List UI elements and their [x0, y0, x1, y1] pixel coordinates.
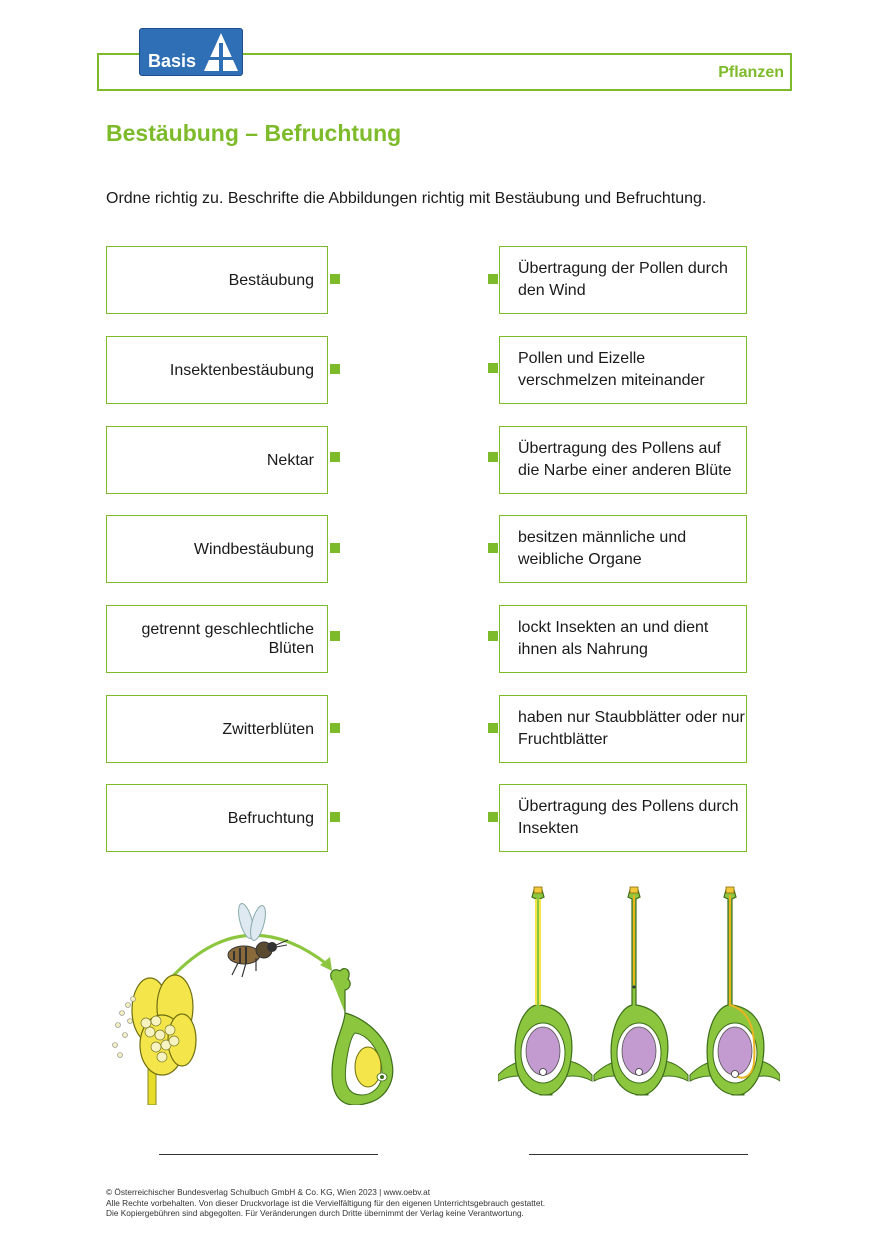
connector-dot[interactable]	[330, 723, 340, 733]
connector-dot[interactable]	[488, 812, 498, 822]
definition-label: haben nur Staubblätter oder nur Fruchtblätter	[518, 709, 745, 748]
term-label: Befruchtung	[227, 809, 314, 827]
term-label: Zwitterblüten	[222, 720, 314, 738]
page-title: Bestäubung – Befruchtung	[106, 120, 402, 146]
instruction-text: Ordne richtig zu. Beschrifte die Abbildungen richtig mit Bestäubung und Befruchtung.	[106, 190, 707, 207]
fertilization-illustration	[498, 885, 780, 1105]
definition-box[interactable]	[499, 784, 747, 852]
connector-dot[interactable]	[330, 452, 340, 462]
logo-text: Basis	[148, 51, 197, 71]
definition-label: besitzen männliche und weibliche Organe	[518, 529, 687, 568]
term-label: Nektar	[266, 451, 314, 469]
pistil-stage-1	[498, 887, 592, 1095]
term-box[interactable]	[106, 695, 328, 763]
connector-dot[interactable]	[330, 274, 340, 284]
term-box[interactable]	[106, 605, 328, 673]
term-box[interactable]	[106, 246, 328, 314]
definition-label: lockt Insekten an und dient ihnen als Nahrung	[518, 619, 709, 658]
definition-box[interactable]	[499, 695, 747, 763]
connector-dot[interactable]	[488, 631, 498, 641]
answer-line-left[interactable]	[159, 1154, 378, 1155]
term-box[interactable]	[106, 515, 328, 583]
connector-dot[interactable]	[488, 723, 498, 733]
connector-dot[interactable]	[488, 452, 498, 462]
footer	[106, 1187, 545, 1219]
definition-label: Übertragung der Pollen durch den Wind	[518, 260, 728, 299]
term-box[interactable]	[106, 426, 328, 494]
connector-dot[interactable]	[330, 631, 340, 641]
term-box[interactable]	[106, 784, 328, 852]
term-label: getrennt geschlechtliche Blüten	[141, 621, 314, 657]
connector-dot[interactable]	[488, 363, 498, 373]
term-label: Insektenbestäubung	[169, 361, 314, 379]
connector-dot[interactable]	[488, 274, 498, 284]
term-label: Windbestäubung	[193, 540, 314, 558]
subject-label: Pflanzen	[718, 64, 784, 81]
pollination-illustration	[100, 895, 420, 1105]
definition-label: Pollen und Eizelle verschmelzen miteinander	[518, 350, 705, 389]
definition-label: Übertragung des Pollens durch Insekten	[518, 798, 739, 837]
term-label: Bestäubung	[228, 271, 314, 289]
definition-box[interactable]	[499, 605, 747, 673]
basis-logo	[139, 28, 243, 76]
footer-disclaimer: Die Kopiergebühren sind abgegolten. Für Veränderungen durch Dritte übernimmt der Verlag keine Verantwortung.	[106, 1208, 524, 1218]
pistil-stage-3	[690, 887, 780, 1095]
connector-dot[interactable]	[330, 543, 340, 553]
footer-copyright: © Österreichischer Bundesverlag Schulbuch GmbH & Co. KG, Wien 2023 | www.oebv.at	[106, 1187, 430, 1197]
connector-dot[interactable]	[488, 543, 498, 553]
connector-dot[interactable]	[330, 812, 340, 822]
answer-line-right[interactable]	[529, 1154, 748, 1155]
definition-box[interactable]	[499, 246, 747, 314]
connector-dot[interactable]	[330, 364, 340, 374]
pistil-stage-2	[594, 887, 688, 1095]
triangle-logo-icon	[202, 31, 240, 73]
term-box[interactable]	[106, 336, 328, 404]
definition-label: Übertragung des Pollens auf die Narbe einer anderen Blüte	[518, 440, 732, 479]
definition-box[interactable]	[499, 515, 747, 583]
definition-box[interactable]	[499, 426, 747, 494]
footer-rights: Alle Rechte vorbehalten. Von dieser Druckvorlage ist die Vervielfältigung für den eigenen Unterrichtsgebrauch gestattet.	[106, 1197, 546, 1208]
definition-box[interactable]	[499, 336, 747, 404]
